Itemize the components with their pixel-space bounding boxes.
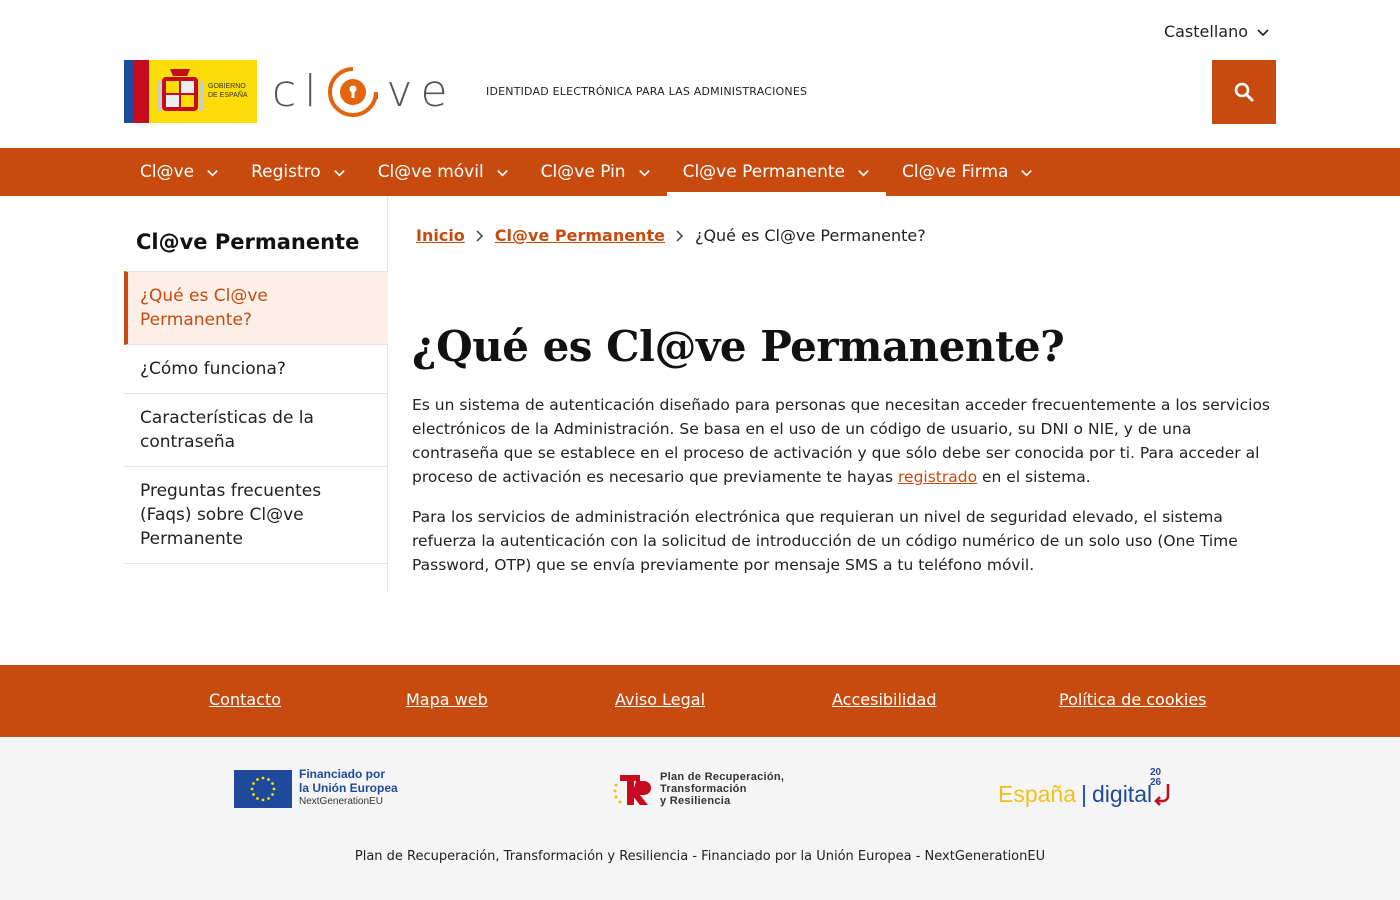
footer-link-aviso-legal[interactable]: Aviso Legal xyxy=(615,690,706,709)
main-navigation xyxy=(0,148,1400,196)
site-tagline: IDENTIDAD ELECTRÓNICA PARA LAS ADMINISTRACIONES xyxy=(486,85,808,98)
nav-item-label: Cl@ve móvil xyxy=(377,162,484,182)
chevron-down-icon xyxy=(1256,25,1270,39)
nav-item-label: Cl@ve Firma xyxy=(902,162,1009,182)
sidebar-item-que-es[interactable]: ¿Qué es Cl@ve Permanente? xyxy=(124,271,388,345)
breadcrumb-home-link[interactable]: Inicio xyxy=(416,226,465,245)
sidebar-item-caracteristicas[interactable]: Características de la contraseña xyxy=(124,394,388,467)
search-button[interactable] xyxy=(1212,60,1276,124)
footer-link-accesibilidad[interactable]: Accesibilidad xyxy=(832,690,937,709)
breadcrumb-current: ¿Qué es Cl@ve Permanente? xyxy=(694,226,926,245)
government-logo[interactable] xyxy=(124,60,257,123)
language-label: Castellano xyxy=(1163,22,1248,41)
site-header xyxy=(124,60,1276,124)
nav-item-clave-pin[interactable] xyxy=(525,148,667,196)
prtr-logo-icon xyxy=(612,771,656,807)
search-icon xyxy=(1233,81,1255,103)
chevron-down-icon xyxy=(857,166,870,179)
logo-separator: | xyxy=(1081,781,1087,807)
funding-caption: Plan de Recuperación, Transformación y Resiliencia - Financiado por la Unión Europea - NextGenerationEU xyxy=(354,849,1046,864)
registrado-link[interactable]: registrado xyxy=(898,468,978,486)
intro-text-end: en el sistema. xyxy=(977,468,1091,486)
nav-item-clave-firma[interactable] xyxy=(886,148,1049,196)
sidebar-item-como-funciona[interactable]: ¿Cómo funciona? xyxy=(124,345,388,394)
nav-item-label: Cl@ve Permanente xyxy=(682,162,845,182)
prtr-text: Plan de Recuperación, Transformación y Resiliencia xyxy=(660,771,785,807)
sidebar-title: Cl@ve Permanente xyxy=(136,230,360,254)
nav-item-clave-movil[interactable] xyxy=(362,148,525,196)
nav-item-clave-permanente[interactable] xyxy=(667,148,886,196)
breadcrumb xyxy=(416,226,926,245)
chevron-down-icon xyxy=(206,166,219,179)
chevron-down-icon xyxy=(333,166,346,179)
footer-funding xyxy=(0,737,1400,900)
flag-stripe-blue xyxy=(124,60,134,123)
chevron-down-icon xyxy=(496,166,509,179)
espana-text: España xyxy=(998,781,1077,807)
footer-navigation xyxy=(0,665,1400,737)
breadcrumb-section-link[interactable]: Cl@ve Permanente xyxy=(494,226,665,245)
year-2026-text: 20 26 xyxy=(1150,767,1162,788)
intro-paragraph xyxy=(412,393,1272,489)
page-title: ¿Qué es Cl@ve Permanente? xyxy=(412,322,1065,371)
footer-link-mapa-web[interactable]: Mapa web xyxy=(406,690,488,709)
chevron-down-icon xyxy=(1020,166,1033,179)
sidebar-menu xyxy=(124,271,388,564)
language-selector[interactable] xyxy=(1164,22,1270,41)
nav-item-label: Registro xyxy=(251,162,321,182)
clave-logo-cl: cl xyxy=(272,66,325,117)
intro-text: Es un sistema de autenticación diseñado para personas que necesitan acceder frecuentemente a los servicios electrónicos de la Administración. Se basa en el uso de un código de usuario, su DNI o NIE, y de una contraseña que se establece en el proceso de activación y que sólo debe ser conocida por ti. Para acceder al proceso de activación es necesario que previamente te hayas xyxy=(412,396,1271,486)
return-arrow-icon xyxy=(1152,778,1172,806)
government-logo-text: GOBIERNO DE ESPAÑA xyxy=(208,83,248,99)
sidebar-item-faqs[interactable]: Preguntas frecuentes (Faqs) sobre Cl@ve Permanente xyxy=(124,467,388,564)
espana-digital-logo xyxy=(998,781,1152,808)
eu-funding-text: Financiado por la Unión Europea NextGenerationEU xyxy=(299,767,398,807)
coat-of-arms-icon xyxy=(156,67,204,117)
eu-flag-icon xyxy=(234,770,292,808)
nav-item-label: Cl@ve xyxy=(140,162,195,182)
flag-stripe-red xyxy=(134,60,149,123)
chevron-right-icon xyxy=(475,230,485,242)
nav-item-registro[interactable] xyxy=(235,148,362,196)
footer-link-cookies[interactable]: Política de cookies xyxy=(1059,690,1207,709)
clave-logo-ve: ve xyxy=(386,66,456,117)
nav-item-label: Cl@ve Pin xyxy=(540,162,626,182)
clave-at-lock-icon xyxy=(326,65,380,119)
chevron-down-icon xyxy=(638,166,651,179)
clave-logo[interactable] xyxy=(272,60,456,123)
footer-link-contacto[interactable]: Contacto xyxy=(209,690,282,709)
nav-item-clave[interactable] xyxy=(124,148,235,196)
digital-text: digital xyxy=(1092,781,1153,807)
chevron-right-icon xyxy=(675,230,685,242)
section-sidebar xyxy=(124,196,388,592)
otp-paragraph: Para los servicios de administración electrónica que requieran un nivel de seguridad elevado, el sistema refuerza la autenticación con la solicitud de introducción de un código numérico de un solo uso (One Time Password, OTP) que se envía previamente por mensaje SMS a tu teléfono móvil. xyxy=(412,508,1238,574)
